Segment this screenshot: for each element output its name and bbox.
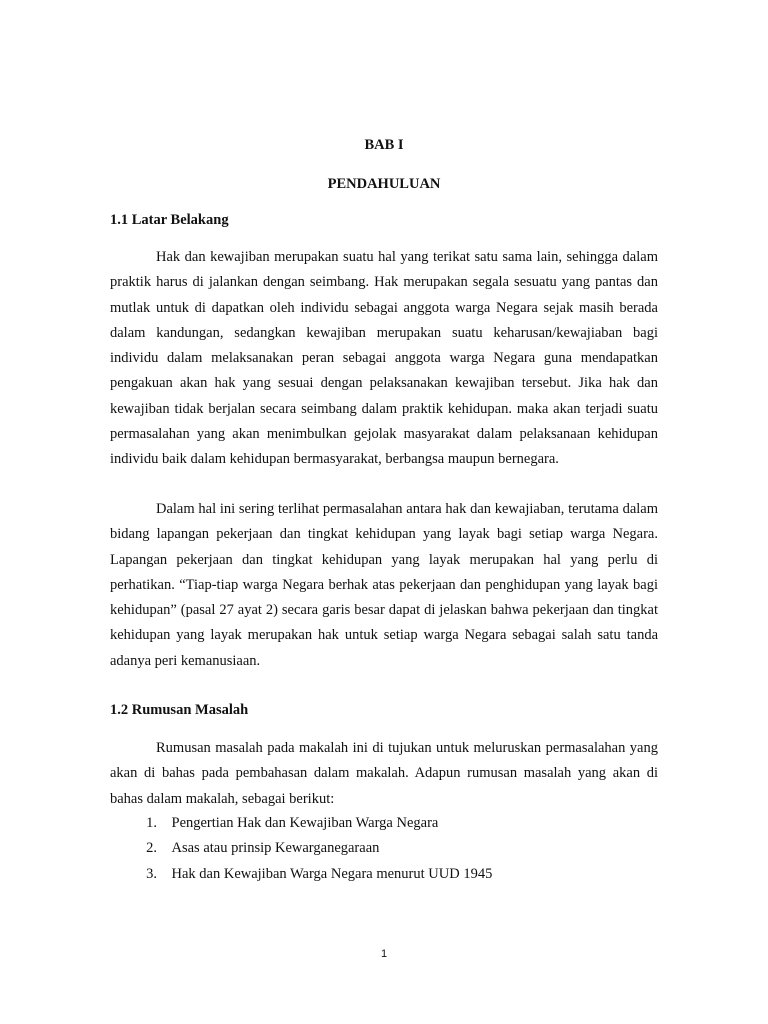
paragraph: Dalam hal ini sering terlihat permasalahan antara hak dan kewajiaban, terutama dalam bidang lapangan pekerjaan dan tingkat kehidupan yang layak bagi setiap warga Negara. Lapangan pekerjaan dan tingkat kehidupan yang layak merupakan hal yang perlu di perhatikan. “Tiap-tiap warga Negara berhak atas pekerjaan dan penghidupan yang layak bagi kehidupan” (pasal 27 ayat 2) secara garis besar dapat di jelaskan bahwa pekerjaan dan tingkat kehidupan yang layak merupakan hak untuk setiap warga Negara sebagai salah satu tanda adanya peri kemanusiaan. bbox=[110, 501, 658, 669]
chapter-title: PENDAHULUAN bbox=[327, 176, 441, 192]
list-item-text: Pengertian Hak dan Kewajiban Warga Negara bbox=[171, 815, 439, 831]
list-item-text: Asas atau prinsip Kewarganegaraan bbox=[171, 840, 380, 857]
numbered-list bbox=[110, 811, 492, 887]
chapter-label: BAB I bbox=[364, 137, 404, 153]
list-item bbox=[110, 862, 492, 887]
page-number: 1 bbox=[380, 948, 388, 960]
list-item-text: Hak dan Kewajiban Warga Negara menurut UUD 1945 bbox=[171, 865, 493, 882]
list-item-number: 1. bbox=[146, 815, 157, 831]
section-heading-latar-belakang: 1.1 Latar Belakang bbox=[110, 212, 229, 228]
list-item-number: 3. bbox=[146, 865, 157, 882]
list-item-number: 2. bbox=[146, 840, 157, 857]
paragraph: Rumusan masalah pada makalah ini di tujukan untuk meluruskan permasalahan yang akan di bahas pada pembahasan dalam makalah. Adapun rumusan masalah yang akan di bahas dalam makalah, sebagai berikut: bbox=[110, 740, 658, 807]
list-item bbox=[110, 811, 492, 836]
paragraph: Hak dan kewajiban merupakan suatu hal yang terikat satu sama lain, sehingga dalam praktik harus di jalankan dengan seimbang. Hak merupakan segala sesuatu yang pantas dan mutlak untuk di dapatkan oleh individu sebagai anggota warga Negara sejak masih berada dalam kandungan, sedangkan kewajiban merupakan suatu keharusan/kewajiaban bagi individu dalam melaksanakan peran sebagai anggota warga Negara guna mendapatkan pengakuan akan hak yang sesuai dengan pelaksanakan kewajiban tersebut. Jika hak dan kewajiban tidak berjalan secara seimbang dalam praktik kehidupan. maka akan terjadi suatu permasalahan yang akan menimbulkan gejolak masyarakat dalam pelaksanaan kehidupan individu baik dalam kehidupan bermasyarakat, berbangsa maupun bernegara. bbox=[110, 249, 658, 468]
section-heading-rumusan-masalah: 1.2 Rumusan Masalah bbox=[110, 702, 249, 718]
list-item bbox=[110, 836, 492, 861]
